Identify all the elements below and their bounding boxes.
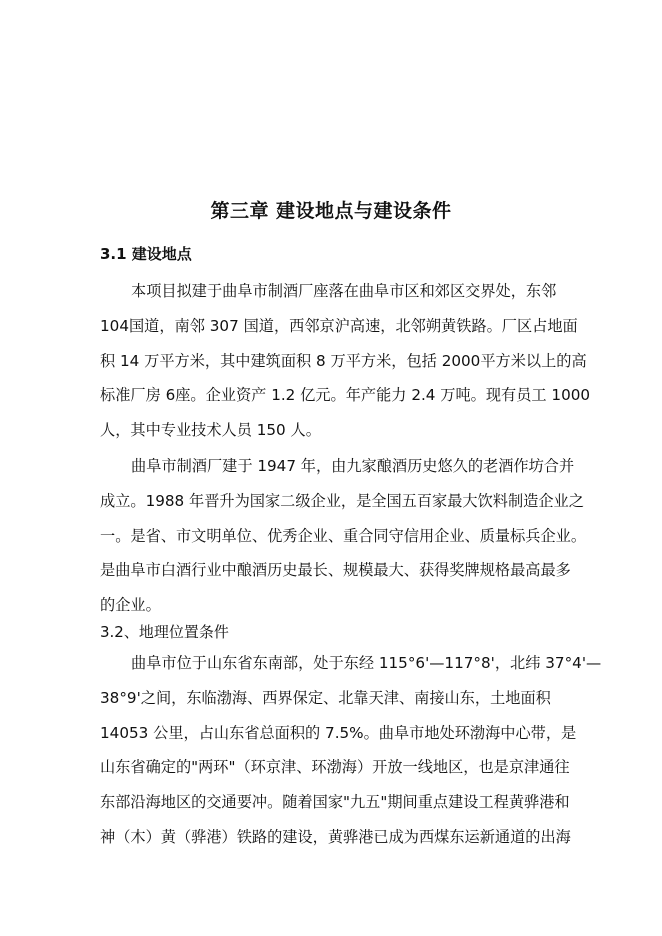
paragraph-company-history (100, 449, 590, 623)
text-line: 标准厂房 6座。企业资产 1.2 亿元。年产能力 2.4 万吨。现有员工 1000 (100, 386, 591, 405)
text-line: 38°9'之间，东临渤海、西界保定、北靠天津、南接山东，土地面积 (100, 688, 551, 707)
text-line: 的企业。 (100, 596, 161, 615)
text-line: 是曲阜市白酒行业中酿酒历史最长、规模最大、获得奖牌规格最高最多 (100, 561, 571, 580)
section-heading-3-2: 3.2、地理位置条件 (100, 623, 229, 641)
paragraph-project-site (100, 274, 590, 448)
paragraph-geographic-location (100, 646, 602, 855)
text-line: 本项目拟建于曲阜市制酒厂座落在曲阜市区和郊区交界处，东邻 (131, 282, 557, 300)
text-line: 一。是省、市文明单位、优秀企业、重合同守信用企业、质量标兵企业。 (100, 526, 586, 545)
section-heading-3-1: 3.1 建设地点 (100, 245, 192, 263)
text-line: 成立。1988 年晋升为国家二级企业，是全国五百家最大饮料制造企业之 (100, 491, 584, 510)
text-line: 山东省确定的"两环"（环京津、环渤海）开放一线地区，也是京津通往 (100, 758, 570, 777)
text-line: 人，其中专业技术人员 150 人。 (100, 421, 321, 440)
text-line: 神（木）黄（骅港）铁路的建设，黄骅港已成为西煤东运新通道的出海 (100, 827, 571, 846)
text-line: 东部沿海地区的交通要冲。随着国家"九五"期间重点建设工程黄骅港和 (100, 793, 570, 812)
text-line: 104国道，南邻 307 国道，西邻京沪高速，北邻朔黄铁路。厂区占地面 (100, 316, 578, 335)
text-line: 曲阜市位于山东省东南部，处于东经 115°6'—117°8'，北纬 37°4'— (131, 654, 602, 672)
text-line: 积 14 万平方米，其中建筑面积 8 万平方米，包括 2000平方米以上的高 (100, 351, 587, 370)
text-line: 曲阜市制酒厂建于 1947 年，由九家酿酒历史悠久的老酒作坊合并 (131, 457, 575, 475)
chapter-title: 第三章 建设地点与建设条件 (210, 200, 452, 222)
text-line: 14053 公里，占山东省总面积的 7.5%。曲阜市地处环渤海中心带，是 (100, 723, 577, 742)
